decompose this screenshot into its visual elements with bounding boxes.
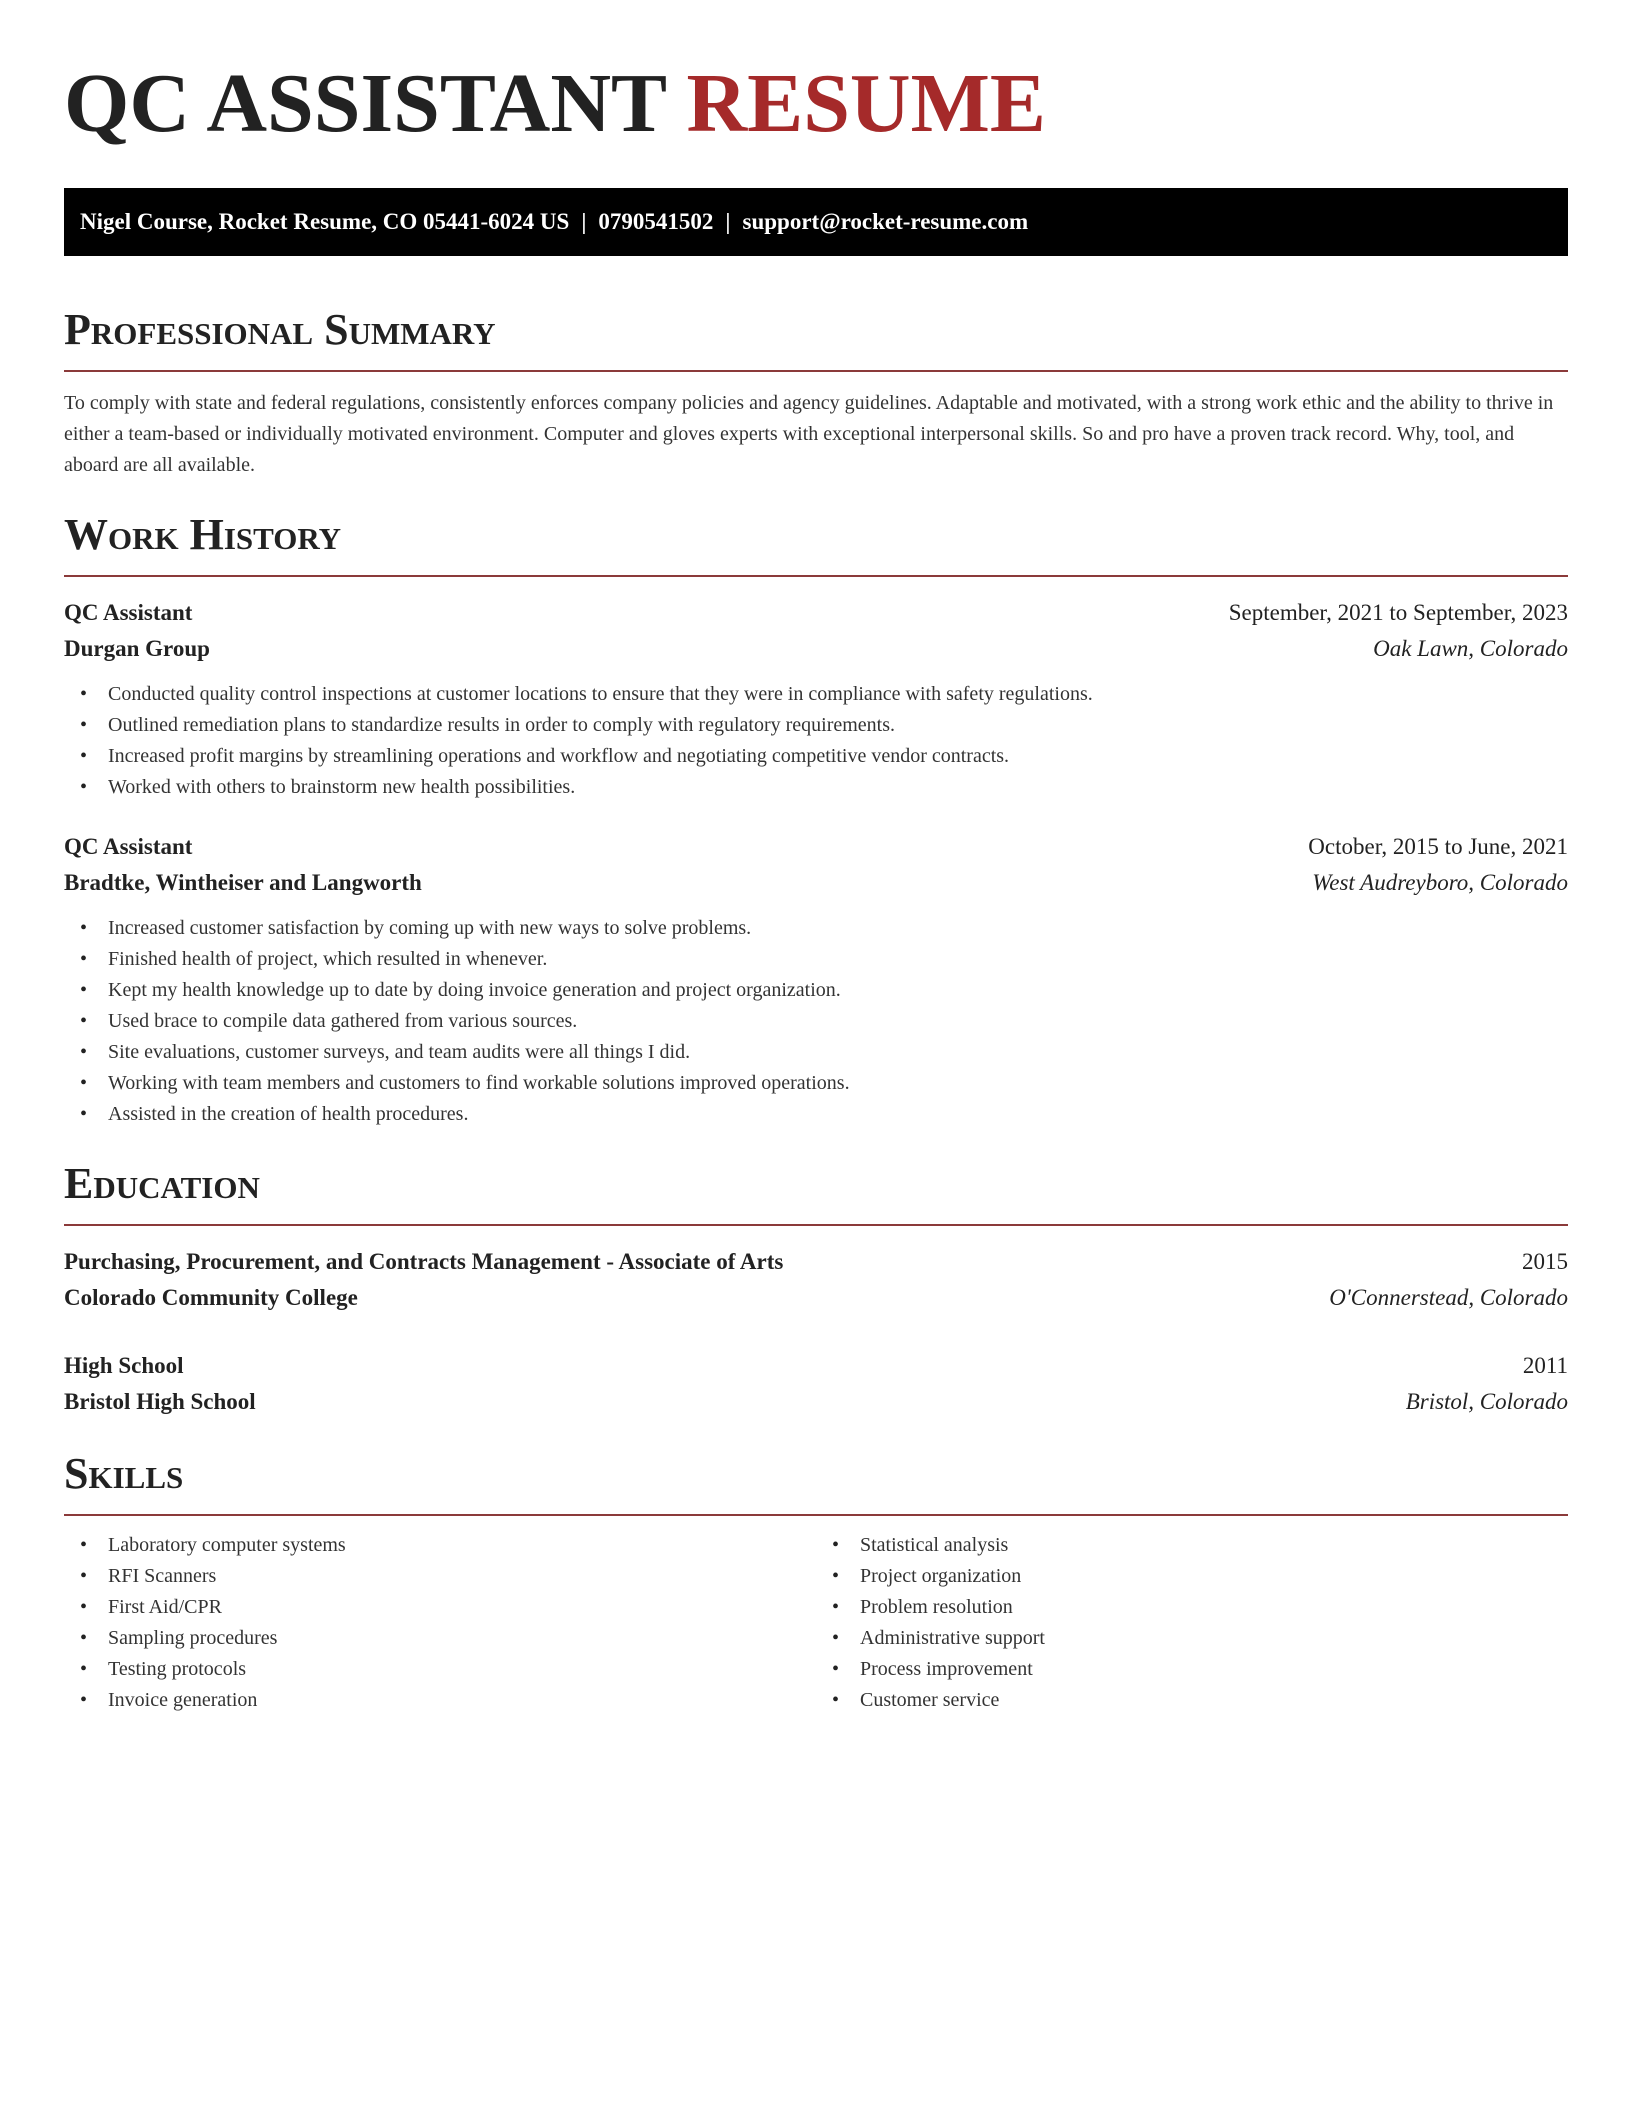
job-bullets xyxy=(64,679,1568,803)
contact-phone: 0790541502 xyxy=(598,209,714,234)
skill-item: • Invoice generation xyxy=(80,1685,816,1716)
skill-item: • Process improvement xyxy=(832,1654,1568,1685)
job-company-row xyxy=(64,865,1568,901)
job-header-row xyxy=(64,595,1568,631)
education-location: O'Connerstead, Colorado xyxy=(1329,1285,1568,1310)
job-company-row xyxy=(64,631,1568,667)
skill-item: • Sampling procedures xyxy=(80,1623,816,1654)
section-divider xyxy=(64,1514,1568,1516)
skill-item: • RFI Scanners xyxy=(80,1561,816,1592)
skill-item: • Problem resolution xyxy=(832,1592,1568,1623)
skill-item: • Project organization xyxy=(832,1561,1568,1592)
job-entry xyxy=(64,829,1568,1130)
job-title: QC Assistant xyxy=(64,834,193,859)
skills-list xyxy=(64,1530,816,1716)
education-school: Bristol High School xyxy=(64,1389,256,1414)
education-entry xyxy=(64,1244,1568,1316)
education-location: Bristol, Colorado xyxy=(1405,1389,1568,1414)
work-history-heading: Work History xyxy=(64,510,342,559)
education-school: Colorado Community College xyxy=(64,1285,358,1310)
skill-item: • Customer service xyxy=(832,1685,1568,1716)
job-bullet: • Increased customer satisfaction by coming up with new ways to solve problems. xyxy=(80,913,1568,944)
section-divider xyxy=(64,1224,1568,1226)
job-bullet: • Assisted in the creation of health procedures. xyxy=(80,1099,1568,1130)
skill-item: • Statistical analysis xyxy=(832,1530,1568,1561)
skill-item: • Testing protocols xyxy=(80,1654,816,1685)
job-bullet: • Conducted quality control inspections at customer locations to ensure that they were in compliance with safety regulations. xyxy=(80,679,1568,710)
job-bullet: • Outlined remediation plans to standardize results in order to comply with regulatory requirements. xyxy=(80,710,1568,741)
skills-grid xyxy=(64,1530,1568,1716)
job-bullet: • Working with team members and customers to find workable solutions improved operations. xyxy=(80,1068,1568,1099)
section-divider xyxy=(64,575,1568,577)
job-bullet: • Kept my health knowledge up to date by doing invoice generation and project organization. xyxy=(80,975,1568,1006)
summary-heading: Professional Summary xyxy=(64,305,496,354)
education-entry xyxy=(64,1348,1568,1420)
job-company: Bradtke, Wintheiser and Langworth xyxy=(64,870,422,895)
education-header-row xyxy=(64,1244,1568,1280)
skills-column-left xyxy=(64,1530,816,1716)
skill-item: • Administrative support xyxy=(832,1623,1568,1654)
education-degree: High School xyxy=(64,1353,184,1378)
education-degree: Purchasing, Procurement, and Contracts Management - Associate of Arts xyxy=(64,1249,784,1274)
title-main: QC ASSISTANT xyxy=(64,57,666,150)
title-accent: RESUME xyxy=(686,57,1046,150)
job-bullet: • Site evaluations, customer surveys, and team audits were all things I did. xyxy=(80,1037,1568,1068)
education-heading: Education xyxy=(64,1159,260,1208)
skills-list xyxy=(816,1530,1568,1716)
job-dates: September, 2021 to September, 2023 xyxy=(1228,600,1568,625)
job-location: West Audreyboro, Colorado xyxy=(1312,870,1568,895)
education-header-row xyxy=(64,1348,1568,1384)
skill-item: • First Aid/CPR xyxy=(80,1592,816,1623)
job-company: Durgan Group xyxy=(64,636,210,661)
contact-bar xyxy=(64,188,1568,256)
education-year: 2011 xyxy=(1522,1353,1568,1378)
job-bullet: • Finished health of project, which resulted in whenever. xyxy=(80,944,1568,975)
contact-separator: | xyxy=(725,209,731,234)
summary-text: To comply with state and federal regulations, consistently enforces company policies and agency guidelines. Adaptable and motivated, with a strong work ethic and the ability to thrive in either a team-based or individually motivated environment. Computer and gloves experts with exceptional interpersonal skills. So and pro have a proven track record. Why, tool, and aboard are all available. xyxy=(64,392,1554,476)
job-bullet: • Used brace to compile data gathered from various sources. xyxy=(80,1006,1568,1037)
contact-email: support@rocket-resume.com xyxy=(742,209,1029,234)
job-entry xyxy=(64,595,1568,803)
job-dates: October, 2015 to June, 2021 xyxy=(1308,834,1568,859)
resume-title xyxy=(64,58,1568,150)
skill-item: • Laboratory computer systems xyxy=(80,1530,816,1561)
section-divider xyxy=(64,370,1568,372)
job-location: Oak Lawn, Colorado xyxy=(1373,636,1568,661)
job-bullets xyxy=(64,913,1568,1130)
contact-address: Nigel Course, Rocket Resume, CO 05441-6024 US xyxy=(80,209,570,234)
job-bullet: • Worked with others to brainstorm new health possibilities. xyxy=(80,772,1568,803)
education-school-row xyxy=(64,1280,1568,1316)
skills-column-right xyxy=(816,1530,1568,1716)
job-header-row xyxy=(64,829,1568,865)
education-year: 2015 xyxy=(1522,1249,1568,1274)
job-title: QC Assistant xyxy=(64,600,193,625)
contact-separator: | xyxy=(581,209,587,234)
job-bullet: • Increased profit margins by streamlining operations and workflow and negotiating competitive vendor contracts. xyxy=(80,741,1568,772)
skills-heading: Skills xyxy=(64,1449,184,1498)
education-school-row xyxy=(64,1384,1568,1420)
